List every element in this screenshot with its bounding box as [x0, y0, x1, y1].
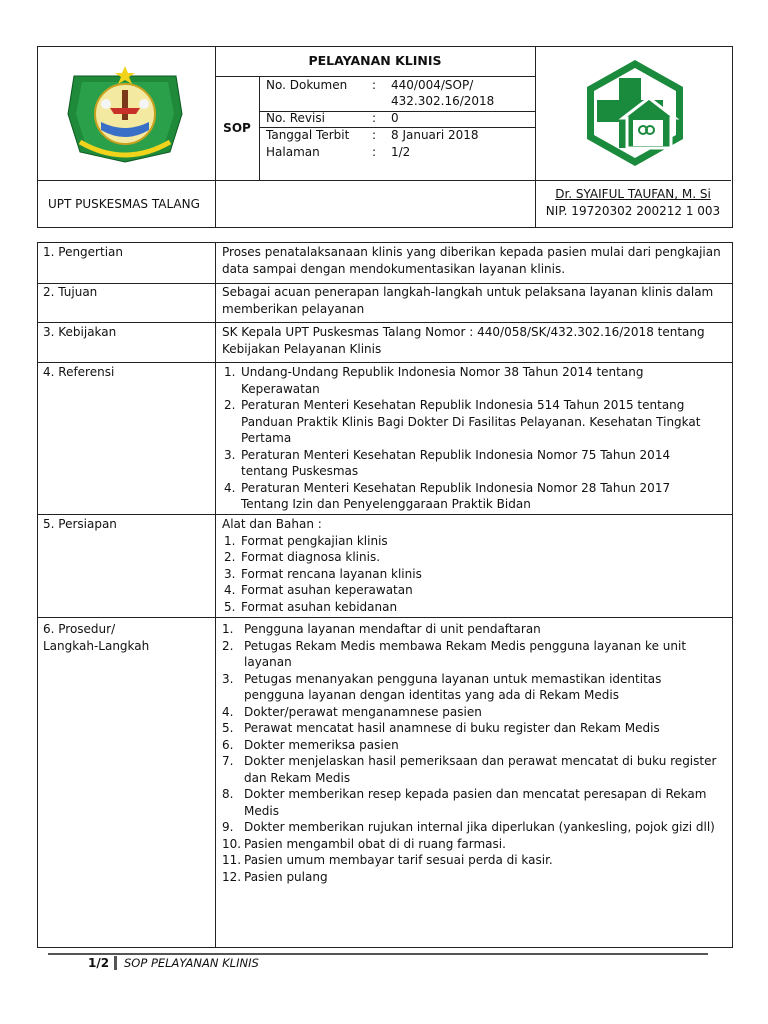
prosedur-2-line-2: layanan	[244, 655, 292, 669]
list-item	[222, 549, 724, 566]
prosedur-6-line-1: Dokter memeriksa pasien	[244, 737, 399, 752]
document-title: PELAYANAN KLINIS	[308, 53, 442, 68]
persiapan-item-text: Format diagnosa klinis.	[241, 550, 381, 564]
prosedur-label-line-1: 6. Prosedur/	[43, 622, 116, 636]
section-body-tujuan	[222, 284, 724, 317]
list-item	[222, 638, 724, 671]
list-number: 4.	[224, 583, 236, 597]
prosedur-label-line-2: Langkah-Langkah	[43, 638, 150, 653]
prosedur-4-line-1: Dokter/perawat menganamnese pasien	[244, 704, 482, 719]
persiapan-item-text: Format asuhan keperawatan	[241, 583, 413, 597]
referensi-4-line-1: Peraturan Menteri Kesehatan Republik Indonesia Nomor 28 Tahun 2017	[241, 480, 671, 495]
organization-name: UPT PUSKESMAS TALANG	[48, 197, 200, 211]
meta-value-tanggal: 8 Januari 2018	[391, 128, 479, 142]
list-number: 8.	[222, 787, 234, 801]
prosedur-12-line-1: Pasien pulang	[244, 869, 328, 884]
list-number: 5.	[224, 599, 236, 614]
list-item	[222, 720, 724, 737]
prosedur-8-line-2: Medis	[244, 803, 279, 818]
list-number: 1.	[224, 365, 236, 379]
footer-page-number: 1/2	[88, 956, 110, 970]
list-item	[222, 786, 724, 819]
list-item	[224, 364, 724, 397]
section-label-prosedur	[43, 621, 149, 654]
section-label-tujuan: 2. Tujuan	[43, 285, 98, 299]
referensi-3-line-2: tentang Puskesmas	[241, 464, 359, 478]
meta-label-revisi: No. Revisi	[266, 111, 325, 125]
section-body-pengertian	[222, 244, 724, 277]
list-item	[222, 819, 724, 836]
section-label-kebijakan: 3. Kebijakan	[43, 325, 117, 339]
list-item	[222, 836, 724, 853]
list-number: 2.	[224, 550, 236, 564]
list-number: 12.	[222, 869, 242, 884]
list-number: 4.	[224, 480, 236, 495]
referensi-4-line-2: Tentang Izin dan Penyelenggaraan Praktik Bidan	[241, 497, 531, 511]
puskesmas-logo	[583, 58, 687, 168]
footer-separator	[114, 956, 117, 970]
list-item	[224, 397, 724, 447]
meta-sep-revisi: :	[372, 111, 377, 125]
list-item	[222, 621, 724, 638]
district-emblem-icon	[66, 64, 184, 164]
list-number: 2.	[224, 398, 236, 412]
tujuan-line-2: memberikan pelayanan	[222, 301, 365, 316]
signer-name: Dr. SYAIFUL TAUFAN, M. Si	[555, 187, 711, 201]
meta-value-dokumen-1: 440/004/SOP/	[391, 78, 474, 92]
persiapan-intro: Alat dan Bahan :	[222, 517, 322, 531]
footer-rule	[48, 953, 708, 955]
puskesmas-icon	[583, 58, 687, 168]
sop-label: SOP	[223, 121, 251, 135]
list-item	[222, 869, 724, 886]
list-number: 2.	[222, 638, 234, 653]
prosedur-9-line-1: Dokter memberikan rujukan internal jika diperlukan (yankesling, pojok gizi dll)	[244, 820, 715, 834]
list-number: 5.	[222, 721, 234, 735]
referensi-2-line-3: Pertama	[241, 431, 292, 445]
district-logo	[66, 64, 184, 164]
prosedur-7-line-2: dan Rekam Medis	[244, 770, 351, 785]
prosedur-10-line-1: Pasien mengambil obat di di ruang farmasi.	[244, 836, 506, 851]
list-number: 7.	[222, 754, 234, 768]
section-label-persiapan: 5. Persiapan	[43, 517, 117, 531]
referensi-2-line-1: Peraturan Menteri Kesehatan Republik Indonesia 514 Tahun 2015 tentang	[241, 398, 685, 412]
meta-label-dokumen: No. Dokumen	[266, 78, 348, 92]
prosedur-5-line-1: Perawat mencatat hasil anamnese di buku register dan Rekam Medis	[244, 721, 660, 735]
prosedur-11-line-1: Pasien umum membayar tarif sesuai perda di kasir.	[244, 853, 553, 867]
section-body-prosedur	[222, 621, 724, 885]
list-item	[222, 582, 724, 599]
kebijakan-line-2: Kebijakan Pelayanan Klinis	[222, 341, 382, 356]
list-number: 11.	[222, 853, 242, 867]
prosedur-2-line-1: Petugas Rekam Medis membawa Rekam Medis pengguna layanan ke unit	[244, 638, 687, 653]
referensi-2-line-2: Panduan Praktik Klinis Bagi Dokter Di Fasilitas Pelayanan. Kesehatan Tingkat	[241, 414, 701, 429]
meta-sep-tanggal: :	[372, 128, 377, 142]
footer-title: SOP PELAYANAN KLINIS	[124, 956, 259, 970]
meta-label-tanggal: Tanggal Terbit	[266, 128, 350, 142]
list-number: 9.	[222, 820, 234, 834]
persiapan-item-text: Format asuhan kebidanan	[241, 599, 398, 614]
list-number: 1.	[222, 622, 234, 636]
section-label-pengertian: 1. Pengertian	[43, 245, 123, 259]
section-body-persiapan	[222, 516, 724, 615]
meta-sep-halaman: :	[372, 145, 377, 159]
list-item	[222, 704, 724, 721]
kebijakan-line-1: SK Kepala UPT Puskesmas Talang Nomor : 440/058/SK/432.302.16/2018 tentang	[222, 325, 705, 339]
pengertian-line-1: Proses penatalaksanaan klinis yang diberikan kepada pasien mulai dari pengkajian	[222, 245, 721, 259]
prosedur-8-line-1: Dokter memberikan resep kepada pasien dan mencatat peresapan di Rekam	[244, 787, 707, 801]
list-item	[224, 447, 724, 480]
list-item	[222, 671, 724, 704]
list-number: 3.	[222, 671, 234, 686]
list-number: 3.	[224, 566, 236, 581]
list-number: 3.	[224, 447, 236, 462]
list-number: 6.	[222, 737, 234, 752]
list-item	[222, 566, 724, 583]
prosedur-7-line-1: Dokter menjelaskan hasil pemeriksaan dan perawat mencatat di buku register	[244, 754, 717, 768]
meta-sep-dokumen: :	[372, 78, 377, 92]
pengertian-line-2: data sampai dengan mendokumentasikan layanan klinis.	[222, 261, 566, 276]
list-number: 10.	[222, 836, 242, 851]
persiapan-item-text: Format rencana layanan klinis	[241, 566, 422, 581]
meta-label-halaman: Halaman	[266, 145, 320, 159]
prosedur-1-line-1: Pengguna layanan mendaftar di unit pendaftaran	[244, 622, 541, 636]
list-item	[224, 480, 724, 513]
prosedur-3-line-1: Petugas menanyakan pengguna layanan untuk memastikan identitas	[244, 671, 662, 686]
prosedur-3-line-2: pengguna layanan dengan identitas yang ada di Rekam Medis	[244, 688, 619, 702]
meta-value-halaman: 1/2	[391, 145, 411, 159]
referensi-1-line-1: Undang-Undang Republik Indonesia Nomor 38 Tahun 2014 tentang	[241, 365, 644, 379]
section-body-kebijakan	[222, 324, 724, 357]
list-number: 1.	[224, 533, 236, 548]
list-item	[222, 737, 724, 754]
list-item	[222, 599, 724, 616]
persiapan-item-text: Format pengkajian klinis	[241, 533, 388, 548]
list-number: 4.	[222, 704, 234, 719]
list-item	[222, 852, 724, 869]
list-item	[222, 753, 724, 786]
referensi-1-line-2: Keperawatan	[241, 381, 320, 396]
meta-value-revisi: 0	[391, 111, 399, 125]
tujuan-line-1: Sebagai acuan penerapan langkah-langkah untuk pelaksana layanan klinis dalam	[222, 285, 714, 299]
referensi-3-line-1: Peraturan Menteri Kesehatan Republik Indonesia Nomor 75 Tahun 2014	[241, 447, 671, 462]
section-label-referensi: 4. Referensi	[43, 365, 115, 379]
signer-nip: NIP. 19720302 200212 1 003	[545, 204, 721, 218]
meta-value-dokumen-2: 432.302.16/2018	[391, 94, 495, 108]
list-item	[222, 533, 724, 550]
section-body-referensi	[224, 364, 724, 513]
